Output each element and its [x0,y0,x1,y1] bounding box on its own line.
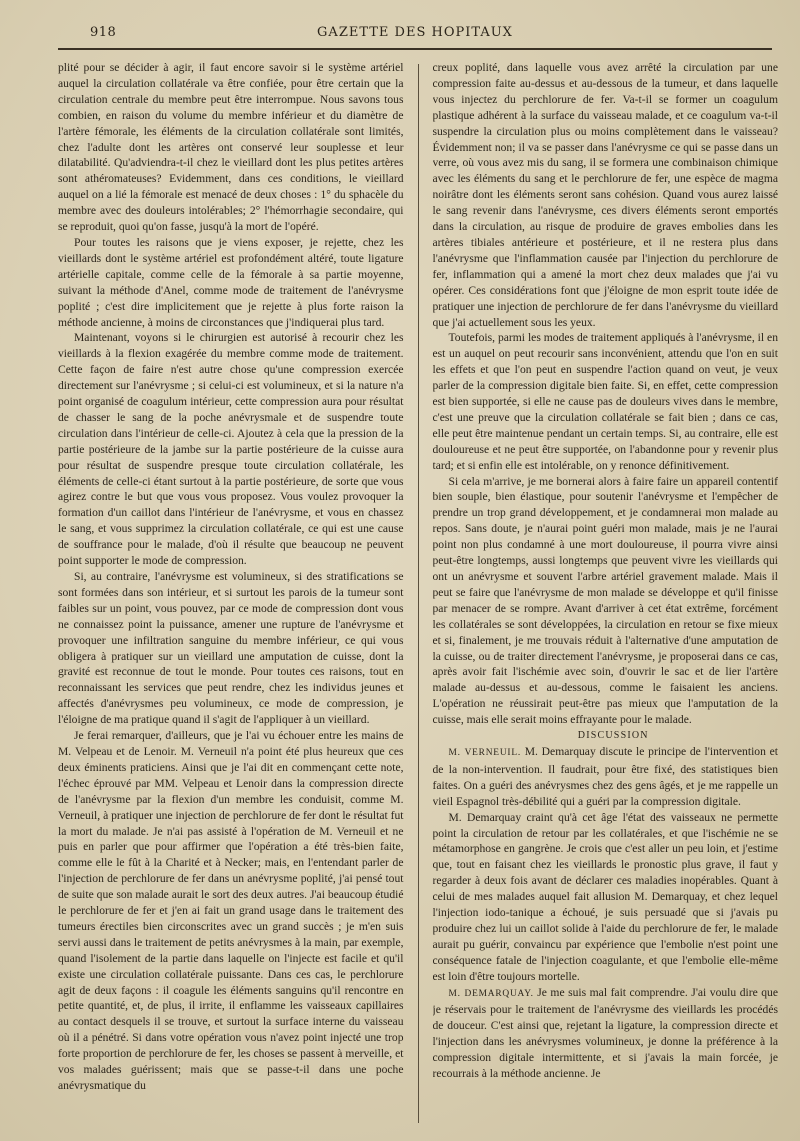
paragraph: plité pour se décider à agir, il faut encore savoir si le système artériel auquel la circulation collatérale va être confiée, pour être certain que la circulation centrale du membre peut être interrompue. Nous savons tous combien, en raison du volume du membre inférieur et du diamètre de l'artère fémorale, les éléments de la circulation collatérale sont limités, chez l'adulte dont les artères ont conservé leur souplesse et leur dilatabilité. Qu'adviendra-t-il chez le vieillard dont les plus petites artères sont athéromateuses? Evidemment, dans ces conditions, le vieillard auquel on a lié la fémorale est menacé de deux choses : 1° du sphacèle du membre avec des douleurs intolérables; 2° l'hémorrhagie secondaire, qui se reproduit, quoi qu'on fasse, jusqu'à la mort de l'opéré. [58,61,404,234]
discussion-text: M. Demarquay discute le principe de l'intervention et de la non-intervention. Il faudrait, pour être fixé, des statistiques bien faites. On a guéri des anévrysmes chez des gens âgés, et je me rappelle un vieil Espagnol très-débilité qui a guéri par la compression digitale. [432,744,778,808]
speaker-name: M. DEMARQUAY. [448,988,534,999]
paragraph: Toutefois, parmi les modes de traitement appliqués à l'anévrysme, il en est un auquel on peut recourir sans inconvénient, attendu que l'on en suit les effets et que l'on peut en suspendre l'action quand on veut, je veux parler de la compression digitale bien faite. Si, en effet, cette compression est bien supportée, si elle ne cause pas de douleurs vives dans le membre, c'est une preuve que la circulation collatérale se fait bien ; dans ce cas, elle peut être maintenue pendant un certain temps. Si, au contraire, elle est douloureuse et ne peut être supportée, on l'abandonne pour y revenir plus tard; et si enfin elle est intolérable, on y renonce définitivement. [432,331,778,472]
column-divider [418,64,419,1123]
paragraph: Je ferai remarquer, d'ailleurs, que je l'ai vu échouer entre les mains de M. Velpeau et de Lenoir. M. Verneuil n'a point été plus heureux que ces deux éminents praticiens. Ainsi que je l'ai dit en commençant cette note, l'échec éprouvé par MM. Velpeau et Lenoir dans la compression directe de l'anévrysme par la flexion d'un membre les conduisit, comme M. Verneuil, à pratiquer une injection de perchlorure de fer dont le résultat fut la mort du malade. Je n'ai pas assisté à l'opération de M. Verneuil et ne puis en parler que pour affirmer que l'opération a été très-bien faite, comme elle le fût à la Charité et à Necker; mais, en l'entendant parler de l'injection de perchlorure de fer dans un anévrysme poplité, j'ai pensé tout de suite que son malade aurait le sort des deux autres. J'ai beaucoup étudié le perchlorure de fer et j'en ai fait un grand usage dans le traitement des tumeurs érectiles bien circonscrites avec un grand succès ; je m'en suis servi aussi dans le traitement de petits anévrysmes à la main, par exemple, quand l'isolement de la partie dans laquelle on l'injecte est facile et qu'il existe une circulation collatérale puissante. Dans ces cas, le perchlorure agit de deux façons : il coagule les éléments sanguins qu'il rencontre en petite quantité, et, de plus, il irrite, il enflamme les vaisseaux capillaires au contact desquels il se trouve, et surtout la surface interne du vaisseau où il a pénétré. Si dans votre opération vous n'avez point injecté une trop forte proportion de perchlorure de fer, les choses se passent à merveille, et vos malades guérissent; mais que se passe-t-il dans une poche anévrysmatique du [58,729,404,1092]
right-column [433,60,779,1123]
paragraph: Maintenant, voyons si le chirurgien est autorisé à recourir chez les vieillards à la flexion exagérée du membre comme mode de traitement. Cette façon de faire n'est autre chose qu'une compression exercée directement sur l'anévrysme ; si celui-ci est volumineux, et si la nature n'a point organisé de coagulum intérieur, cette compression aura pour résultat de chasser le sang de la poche anévrysmale et de suspendre toute circulation dans l'intérieur de celle-ci. Ajoutez à cela que la pression de la partie postérieure de la jambe sur la partie postérieure de la cuisse aura pour résultat de suspendre presque toute circulation collatérale, les éléments de celle-ci étant surtout à la partie postérieure, de sorte que vous agirez contre le but que vous vous proposez. Vous voulez provoquer la formation d'un caillot dans l'intérieur de l'anévrysme, et vous en chassez le sang, et vous supprimez la circulation collatérale, ce qui est une cause de souffrance pour le malade, d'où il résulte que beaucoup ne peuvent point supporter le mode de compression. [58,331,404,568]
left-column [58,60,404,1123]
section-heading: DISCUSSION [577,730,649,742]
paragraph: Pour toutes les raisons que je viens exposer, je rejette, chez les vieillards dont le système artériel est profondément altéré, toute ligature artérielle capitale, comme celle de la fémorale à sa partie moyenne, suivant la méthode d'Anel, comme mode de traitement de l'anévrysme poplité ; c'est dire implicitement que je rejette à plus forte raison la méthode ancienne, à moins de circonstances que j'indiquerai plus tard. [58,235,404,329]
text-columns [58,60,778,1123]
page-header [58,22,772,50]
discussion-paragraph [433,810,779,985]
paragraph: Si cela m'arrive, je me bornerai alors à faire faire un appareil contentif bien souple, bien élastique, pour soutenir l'anévrysme et l'empêcher de prendre un trop grand développement, et je condamnerai mon malade au repos. Sans doute, je n'aurai point guéri mon malade, mais je ne l'aurai point non plus condamné à une mort douloureuse, il pourra vivre ainsi peut-être longtemps, aussi longtemps que peuvent vivre les vieillards qui ont un anévrysme et souvent l'arbre artériel gravement malade. Mais il peut se faire que l'anévrysme de mon malade se développe et qu'il finisse par menacer de se rompre. Avant d'arriver à cet état extrême, forcément les collatérales se sont développées, la circulation en retour se fixe mieux et si, finalement, je me trouvais réduit à l'alternative d'une amputation de la cuisse, ou de traiter directement l'anévrysme, je proposerai dans ce cas, après avoir fait l'ischémie avec soin, d'ouvrir le sac et de lier l'artère malade au-dessus et au-dessous, comme le faisaient les anciens. L'opération ne réussirait peut-être pas mieux que l'amputation de la cuisse, mais elle serait moins effrayante pour le malade. [432,474,778,727]
discussion-text: M. Demarquay craint qu'à cet âge l'état des vaisseaux ne permette point la circulation de retour par les collatérales, et que l'ischémie ne se métamorphose en gangrène. Je crois que c'est aller un peu loin, et j'estime que, tout en faisant chez les vieillards le pronostic plus grave, il faut y regarder à deux fois avant de déclarer ces maladies inopérables. Quant à celui de mes malades auquel fait allusion M. Demarquay, et chez lequel l'injection iodo-tanique a échoué, je suis persuadé que si j'avais pu produire chez lui un caillot solide à l'aide du perchlorure de fer, le malade aurait pu guérir, convaincu par expérience que l'embolie n'est point une conséquence fatale de l'injection coagulante, et que l'embolie elle-même est loin d'être toujours mortelle. [432,810,778,983]
paragraph: creux poplité, dans laquelle vous avez arrêté la circulation par une compression faite au-dessus et au-dessous de la tumeur, et dans laquelle vous injectez du perchlorure de fer. Va-t-il se former un coagulum plastique adhérent à la surface du vaisseau malade, et ce coagulum va-t-il suspendre la circulation plus ou moins complètement dans le vaisseau? Évidemment non; il va se passer dans l'anévrysme ce qui se passe dans un verre, où vous avez mis du sang, il se formera une combinaison chimique avec les éléments du sang et le perchlorure de fer, une espèce de magma noirâtre dont les éléments seront sans cohésion. Quand vous aurez laissé le sang revenir dans l'anévrysme, ces divers éléments seront emportés dans la circulation, au risque de produire de graves embolies dans les artères tibiales antérieure et postérieure, et il ne restera plus dans l'anévrysme que l'inflammation causée par l'injection du perchlorure de fer, inflammation qui a amené la mort chez deux malades que j'ai vu opérer. Ces considérations font que j'éloigne de mon esprit toute idée de pratiquer une injection de perchlorure de fer dans l'anévrysme du vieillard que j'ai actuellement sous les yeux. [432,61,778,329]
speaker-name: M. VERNEUIL. [448,747,521,758]
paragraph: Si, au contraire, l'anévrysme est volumineux, si des stratifications se sont formées dans son intérieur, et si surtout les parois de la tumeur sont faibles sur un point, vous pouvez, par ce mode de compression dont vous ne connaissez point la puissance, amener une rupture de l'anévrysme et provoquer une infiltration sanguine du membre inférieur, ce qui vous obligera à pratiquer sur un vieillard une amputation de cuisse, dont la gravité est reconnue de tout le monde. Pour toutes ces raisons, tout en reconnaissant les services que peut rendre, chez les individus jeunes et affectés d'anévrysmes peu volumineux, ce mode de compression, je l'éloigne de ma pratique quand il s'agit de l'appliquer à un vieillard. [58,570,404,727]
discussion-paragraph [433,985,779,1082]
discussion-text: Je me suis mal fait comprendre. J'ai voulu dire que je réservais pour le traitement de l'anévrysme des vieillards les procédés de douceur. C'est ainsi que, rejetant la ligature, la compression directe et l'injection dans les anévrysmes volumineux, je donne la préférence à la compression digitale intermittente, et si j'avais la main forcée, je recourrais à la méthode ancienne. Je [432,985,778,1081]
journal-title: GAZETTE DES HOPITAUX [317,25,513,40]
page-number: 918 [90,25,117,40]
discussion-paragraph [433,744,779,810]
